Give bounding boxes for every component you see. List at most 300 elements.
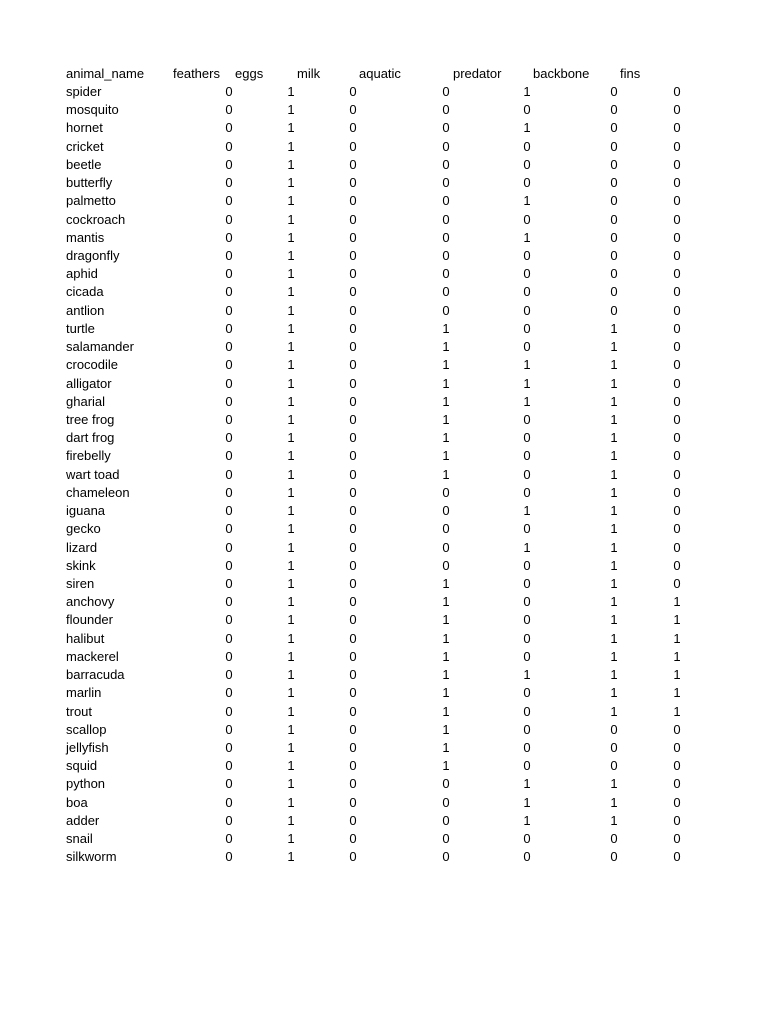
value-cell: 1 (287, 211, 295, 227)
table-row (0, 830, 768, 848)
value-cell: 1 (442, 339, 450, 355)
value-cell: 1 (287, 466, 295, 482)
value-cell: 0 (610, 229, 618, 245)
value-cell: 1 (287, 193, 295, 209)
column-header: milk (297, 66, 321, 81)
value-cell: 0 (523, 739, 531, 755)
value-cell: 1 (673, 594, 681, 610)
value-cell: 0 (225, 248, 233, 263)
value-cell: 0 (225, 320, 233, 336)
value-cell: 0 (673, 248, 681, 263)
value-cell: 0 (523, 412, 531, 427)
table-row (0, 684, 768, 702)
value-cell: 0 (225, 539, 233, 555)
value-cell: 1 (673, 648, 681, 664)
animal-name-cell: boa (66, 794, 88, 810)
value-cell: 1 (287, 539, 295, 555)
value-cell: 0 (523, 758, 531, 774)
value-cell: 1 (673, 612, 681, 628)
value-cell: 0 (225, 339, 233, 355)
value-cell: 0 (442, 812, 450, 828)
value-cell: 0 (349, 430, 357, 446)
value-cell: 0 (442, 266, 450, 282)
value-cell: 1 (610, 575, 618, 591)
value-cell: 0 (225, 612, 233, 628)
column-header: aquatic (359, 66, 401, 81)
value-cell: 0 (523, 484, 531, 500)
value-cell: 1 (287, 248, 295, 263)
value-cell: 0 (673, 849, 681, 865)
column-header: predator (453, 66, 502, 81)
value-cell: 0 (442, 539, 450, 555)
value-cell: 0 (442, 776, 450, 792)
animal-name-cell: cockroach (66, 211, 126, 227)
value-cell: 0 (442, 248, 450, 263)
value-cell: 1 (287, 375, 295, 391)
value-cell: 0 (523, 339, 531, 355)
value-cell: 0 (610, 721, 618, 737)
value-cell: 0 (349, 393, 357, 409)
table-row (0, 666, 768, 684)
animal-name-cell: firebelly (66, 448, 111, 464)
value-cell: 0 (673, 375, 681, 391)
value-cell: 1 (442, 612, 450, 628)
value-cell: 0 (349, 594, 357, 610)
animal-name-cell: beetle (66, 156, 102, 172)
value-cell: 0 (225, 521, 233, 537)
value-cell: 1 (442, 739, 450, 755)
value-cell: 0 (225, 466, 233, 482)
value-cell: 0 (673, 229, 681, 245)
value-cell: 1 (523, 503, 531, 519)
value-cell: 1 (287, 138, 295, 154)
value-cell: 1 (442, 721, 450, 737)
value-cell: 0 (349, 248, 357, 263)
value-cell: 1 (523, 794, 531, 810)
animal-name-cell: chameleon (66, 484, 130, 500)
value-cell: 0 (225, 703, 233, 719)
value-cell: 1 (610, 412, 618, 427)
value-cell: 0 (523, 302, 531, 318)
table-row (0, 593, 768, 611)
value-cell: 0 (349, 266, 357, 282)
value-cell: 0 (673, 794, 681, 810)
table-row (0, 812, 768, 830)
value-cell: 0 (349, 703, 357, 719)
value-cell: 1 (287, 339, 295, 355)
value-cell: 0 (442, 102, 450, 118)
value-cell: 1 (610, 685, 618, 701)
value-cell: 1 (523, 776, 531, 792)
value-cell: 0 (523, 211, 531, 227)
value-cell: 0 (349, 831, 357, 846)
animal-name-cell: aphid (66, 266, 98, 282)
column-header: fins (620, 66, 641, 81)
value-cell: 0 (349, 302, 357, 318)
value-cell: 0 (673, 156, 681, 172)
value-cell: 0 (442, 849, 450, 865)
value-cell: 0 (349, 849, 357, 865)
animal-name-cell: alligator (66, 375, 112, 391)
value-cell: 0 (349, 211, 357, 227)
value-cell: 1 (442, 630, 450, 646)
value-cell: 0 (349, 630, 357, 646)
value-cell: 1 (287, 357, 295, 373)
value-cell: 0 (673, 339, 681, 355)
value-cell: 0 (673, 357, 681, 373)
value-cell: 0 (349, 84, 357, 99)
value-cell: 1 (610, 557, 618, 573)
animal-name-cell: cicada (66, 284, 104, 300)
value-cell: 1 (287, 175, 295, 191)
value-cell: 1 (287, 685, 295, 701)
value-cell: 1 (287, 758, 295, 774)
column-header: backbone (533, 66, 590, 81)
value-cell: 1 (442, 375, 450, 391)
table-row (0, 174, 768, 192)
table-row (0, 757, 768, 775)
value-cell: 1 (287, 849, 295, 865)
value-cell: 0 (225, 393, 233, 409)
value-cell: 1 (442, 466, 450, 482)
value-cell: 0 (349, 521, 357, 537)
table-row (0, 211, 768, 229)
table-header-row (0, 65, 768, 83)
value-cell: 1 (287, 484, 295, 500)
value-cell: 1 (610, 430, 618, 446)
column-header: eggs (235, 66, 264, 81)
value-cell: 0 (442, 284, 450, 300)
table-row (0, 703, 768, 721)
value-cell: 0 (673, 448, 681, 464)
value-cell: 0 (225, 849, 233, 865)
animal-name-cell: skink (66, 557, 96, 573)
animal-name-cell: cricket (66, 138, 104, 154)
value-cell: 0 (673, 84, 681, 99)
value-cell: 0 (349, 758, 357, 774)
value-cell: 1 (442, 320, 450, 336)
table-row (0, 630, 768, 648)
value-cell: 0 (673, 102, 681, 118)
value-cell: 0 (442, 521, 450, 537)
table-row (0, 484, 768, 502)
value-cell: 0 (523, 521, 531, 537)
value-cell: 0 (673, 266, 681, 282)
value-cell: 0 (523, 685, 531, 701)
table-row (0, 648, 768, 666)
animal-name-cell: mosquito (66, 102, 119, 118)
value-cell: 0 (523, 266, 531, 282)
value-cell: 1 (287, 503, 295, 519)
value-cell: 1 (442, 575, 450, 591)
value-cell: 1 (442, 393, 450, 409)
value-cell: 0 (225, 758, 233, 774)
animal-name-cell: butterfly (66, 175, 113, 191)
value-cell: 0 (673, 430, 681, 446)
value-cell: 1 (610, 393, 618, 409)
animal-name-cell: dart frog (66, 430, 115, 446)
table-row (0, 356, 768, 374)
value-cell: 0 (442, 211, 450, 227)
value-cell: 0 (225, 484, 233, 500)
animal-name-cell: halibut (66, 630, 105, 646)
animal-name-cell: jellyfish (66, 739, 109, 755)
value-cell: 1 (287, 302, 295, 318)
value-cell: 1 (610, 612, 618, 628)
value-cell: 1 (287, 667, 295, 682)
value-cell: 1 (287, 266, 295, 282)
animal-name-cell: gecko (66, 521, 101, 537)
value-cell: 1 (287, 84, 295, 99)
value-cell: 1 (287, 156, 295, 172)
value-cell: 0 (225, 175, 233, 191)
value-cell: 0 (442, 557, 450, 573)
value-cell: 0 (673, 211, 681, 227)
value-cell: 1 (287, 521, 295, 537)
value-cell: 0 (225, 430, 233, 446)
value-cell: 0 (442, 193, 450, 209)
value-cell: 0 (225, 630, 233, 646)
value-cell: 0 (225, 84, 233, 99)
value-cell: 1 (442, 703, 450, 719)
value-cell: 1 (673, 685, 681, 701)
value-cell: 0 (225, 721, 233, 737)
value-cell: 0 (225, 448, 233, 464)
value-cell: 0 (610, 302, 618, 318)
value-cell: 1 (287, 630, 295, 646)
value-cell: 1 (523, 539, 531, 555)
value-cell: 1 (523, 393, 531, 409)
value-cell: 0 (523, 648, 531, 664)
table-row (0, 156, 768, 174)
value-cell: 0 (610, 758, 618, 774)
value-cell: 0 (349, 448, 357, 464)
animal-name-cell: trout (66, 703, 93, 719)
value-cell: 1 (610, 667, 618, 682)
table-row (0, 375, 768, 393)
table-row (0, 466, 768, 484)
value-cell: 1 (610, 521, 618, 537)
table-row (0, 83, 768, 101)
value-cell: 1 (610, 466, 618, 482)
value-cell: 1 (523, 229, 531, 245)
value-cell: 0 (673, 193, 681, 209)
value-cell: 0 (349, 138, 357, 154)
table-row (0, 283, 768, 301)
value-cell: 0 (225, 229, 233, 245)
value-cell: 0 (225, 102, 233, 118)
value-cell: 0 (610, 193, 618, 209)
animal-name-cell: iguana (66, 503, 106, 519)
table-row (0, 775, 768, 793)
value-cell: 1 (442, 685, 450, 701)
value-cell: 0 (673, 393, 681, 409)
value-cell: 0 (673, 521, 681, 537)
table-row (0, 192, 768, 210)
value-cell: 0 (673, 138, 681, 154)
animal-name-cell: python (66, 776, 106, 792)
value-cell: 1 (610, 794, 618, 810)
value-cell: 0 (225, 120, 233, 136)
animal-name-cell: flounder (66, 612, 113, 628)
animal-name-cell: crocodile (66, 357, 119, 373)
animal-name-cell: wart toad (66, 466, 120, 482)
value-cell: 1 (287, 229, 295, 245)
value-cell: 0 (225, 211, 233, 227)
value-cell: 0 (442, 503, 450, 519)
value-cell: 0 (349, 339, 357, 355)
table-row (0, 302, 768, 320)
value-cell: 0 (349, 156, 357, 172)
value-cell: 0 (349, 685, 357, 701)
table-row (0, 338, 768, 356)
value-cell: 0 (673, 284, 681, 300)
value-cell: 1 (442, 758, 450, 774)
value-cell: 0 (225, 739, 233, 755)
value-cell: 0 (349, 667, 357, 682)
value-cell: 0 (610, 102, 618, 118)
value-cell: 0 (225, 138, 233, 154)
table-row (0, 411, 768, 429)
value-cell: 1 (442, 448, 450, 464)
value-cell: 1 (673, 703, 681, 719)
table-row (0, 539, 768, 557)
value-cell: 0 (349, 193, 357, 209)
value-cell: 0 (523, 831, 531, 846)
value-cell: 1 (610, 630, 618, 646)
value-cell: 0 (225, 266, 233, 282)
table-row (0, 138, 768, 156)
value-cell: 1 (610, 648, 618, 664)
value-cell: 0 (610, 120, 618, 136)
value-cell: 1 (610, 503, 618, 519)
value-cell: 0 (523, 320, 531, 336)
value-cell: 1 (287, 612, 295, 628)
value-cell: 0 (349, 175, 357, 191)
value-cell: 1 (610, 812, 618, 828)
value-cell: 0 (523, 430, 531, 446)
value-cell: 1 (523, 812, 531, 828)
animal-name-cell: salamander (66, 339, 134, 355)
value-cell: 1 (610, 375, 618, 391)
value-cell: 1 (287, 448, 295, 464)
value-cell: 0 (673, 320, 681, 336)
value-cell: 0 (523, 248, 531, 263)
value-cell: 0 (349, 721, 357, 737)
value-cell: 0 (610, 138, 618, 154)
value-cell: 0 (673, 739, 681, 755)
value-cell: 0 (225, 302, 233, 318)
value-cell: 1 (610, 320, 618, 336)
value-cell: 1 (673, 667, 681, 682)
value-cell: 0 (673, 484, 681, 500)
value-cell: 1 (442, 430, 450, 446)
animal-name-cell: turtle (66, 320, 95, 336)
value-cell: 0 (673, 175, 681, 191)
value-cell: 0 (610, 739, 618, 755)
value-cell: 1 (523, 84, 531, 99)
value-cell: 1 (610, 594, 618, 610)
value-cell: 0 (442, 175, 450, 191)
table-row (0, 429, 768, 447)
value-cell: 1 (442, 357, 450, 373)
value-cell: 0 (225, 812, 233, 828)
value-cell: 0 (349, 648, 357, 664)
animal-name-cell: antlion (66, 302, 105, 318)
value-cell: 0 (523, 448, 531, 464)
value-cell: 0 (442, 84, 450, 99)
value-cell: 0 (349, 503, 357, 519)
value-cell: 0 (523, 557, 531, 573)
value-cell: 1 (523, 375, 531, 391)
value-cell: 0 (610, 211, 618, 227)
value-cell: 0 (349, 320, 357, 336)
value-cell: 0 (349, 102, 357, 118)
value-cell: 0 (225, 156, 233, 172)
table-row (0, 794, 768, 812)
value-cell: 0 (442, 229, 450, 245)
value-cell: 0 (523, 102, 531, 118)
value-cell: 1 (523, 193, 531, 209)
value-cell: 0 (225, 575, 233, 591)
value-cell: 0 (523, 466, 531, 482)
value-cell: 0 (610, 831, 618, 846)
value-cell: 0 (442, 794, 450, 810)
animal-name-cell: dragonfly (66, 248, 120, 263)
value-cell: 1 (287, 739, 295, 755)
value-cell: 0 (349, 375, 357, 391)
animal-name-cell: barracuda (66, 667, 125, 682)
table-row (0, 721, 768, 739)
value-cell: 0 (349, 412, 357, 427)
value-cell: 1 (287, 120, 295, 136)
value-cell: 0 (610, 84, 618, 99)
table-row (0, 739, 768, 757)
value-cell: 0 (673, 557, 681, 573)
value-cell: 0 (673, 776, 681, 792)
value-cell: 0 (523, 721, 531, 737)
value-cell: 1 (287, 412, 295, 427)
value-cell: 0 (349, 612, 357, 628)
value-cell: 1 (523, 357, 531, 373)
value-cell: 1 (610, 357, 618, 373)
value-cell: 1 (610, 539, 618, 555)
value-cell: 0 (610, 849, 618, 865)
value-cell: 1 (287, 575, 295, 591)
value-cell: 0 (349, 284, 357, 300)
table-row (0, 101, 768, 119)
table-row (0, 520, 768, 538)
value-cell: 0 (673, 758, 681, 774)
animal-name-cell: tree frog (66, 412, 115, 427)
value-cell: 1 (287, 284, 295, 300)
value-cell: 0 (349, 557, 357, 573)
value-cell: 0 (523, 630, 531, 646)
value-cell: 0 (673, 120, 681, 136)
value-cell: 0 (673, 539, 681, 555)
value-cell: 1 (610, 484, 618, 500)
animal-name-cell: lizard (66, 539, 98, 555)
value-cell: 0 (225, 648, 233, 664)
value-cell: 1 (442, 648, 450, 664)
animal-name-cell: snail (66, 831, 93, 846)
value-cell: 0 (225, 685, 233, 701)
value-cell: 0 (610, 175, 618, 191)
value-cell: 0 (349, 794, 357, 810)
value-cell: 0 (523, 594, 531, 610)
animal-name-cell: anchovy (66, 594, 115, 610)
table-row (0, 611, 768, 629)
